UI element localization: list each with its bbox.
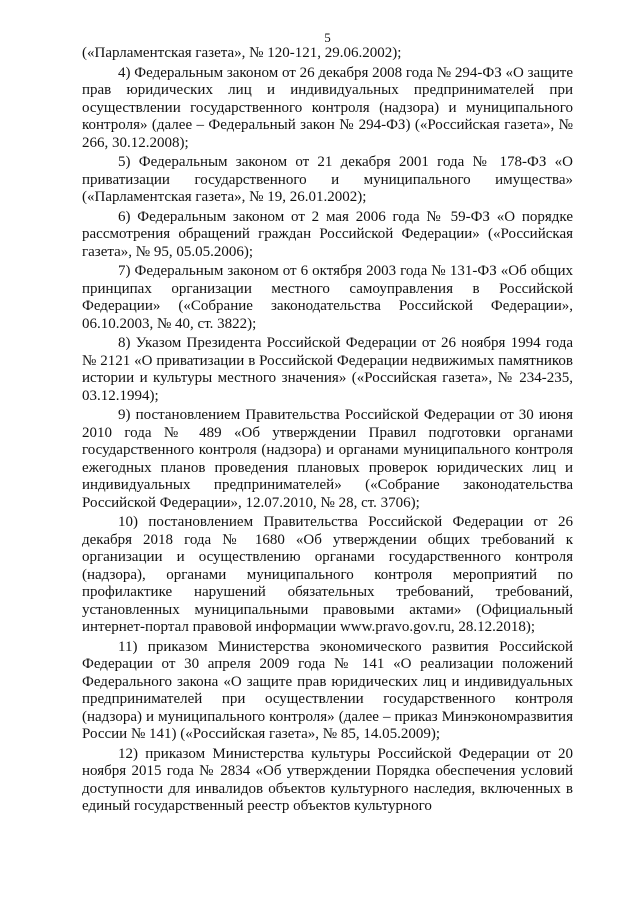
paragraph-item-4: 4) Федеральным законом от 26 декабря 2008 года № 294-ФЗ «О защите прав юридических лиц и индивидуальных предпринимателей при осуществлении государственного контроля (надзора) и муниципального контроля» (далее – Федеральный закон № 294-ФЗ) («Российская газета», № 266, 30.12.2008);: [82, 64, 573, 151]
paragraph-item-9: 9) постановлением Правительства Российской Федерации от 30 июня 2010 года № 489 «Об утверждении Правил подготовки органами государственного контроля (надзора) и органами муниципального контроля ежегодных планов проведения плановых проверок юридических лиц и индивидуальных предпринимателей» («Собрание законодательства Российской Федерации», 12.07.2010, № 28, ст. 3706);: [82, 407, 573, 511]
document-body: [82, 45, 573, 818]
document-page: [82, 0, 573, 905]
paragraph-item-8: 8) Указом Президента Российской Федерации от 26 ноября 1994 года № 2121 «О приватизации в Российской Федерации недвижимых памятников истории и культуры местного значения» («Российская газета», № 234-235, 03.12.1994);: [82, 335, 573, 404]
paragraph-item-7: 7) Федеральным законом от 6 октября 2003 года № 131-ФЗ «Об общих принципах организации местного самоуправления в Российской Федерации» («Собрание законодательства Российской Федерации», 06.10.2003, № 40, ст. 3822);: [82, 263, 573, 332]
paragraph-item-10: 10) постановлением Правительства Российской Федерации от 26 декабря 2018 года № 1680 «Об утверждении общих требований к организации и осуществлению органами государственного контроля (надзора), органами муниципального контроля мероприятий по профилактике нарушений обязательных требований, требований, установленных муниципальными правовыми актами» (Официальный интернет-портал правовой информации www.pravo.gov.ru, 28.12.2018);: [82, 514, 573, 635]
paragraph-item-11: 11) приказом Министерства экономического развития Российской Федерации от 30 апреля 2009 года № 141 «О реализации положений Федерального закона «О защите прав юридических лиц и индивидуальных предпринимателей при осуществлении государственного контроля (надзора) и муниципального контроля» (далее – приказ Минэкономразвития России № 141) («Российская газета», № 85, 14.05.2009);: [82, 638, 573, 742]
paragraph-item-5: 5) Федеральным законом от 21 декабря 2001 года № 178-ФЗ «О приватизации государственного и муниципального имущества» («Парламентская газета», № 19, 26.01.2002);: [82, 154, 573, 205]
paragraph-continuation: («Парламентская газета», № 120-121, 29.06.2002);: [82, 45, 402, 61]
page-number: 5: [324, 30, 331, 45]
paragraph-item-6: 6) Федеральным законом от 2 мая 2006 года № 59-ФЗ «О порядке рассмотрения обращений граждан Российской Федерации» («Российская газета», № 95, 05.05.2006);: [82, 208, 573, 260]
paragraph-item-12: 12) приказом Министерства культуры Российской Федерации от 20 ноября 2015 года № 2834 «Об утверждении Порядка обеспечения условий доступности для инвалидов объектов культурного наследия, включенных в единый государственный реестр объектов культурного: [82, 745, 573, 814]
